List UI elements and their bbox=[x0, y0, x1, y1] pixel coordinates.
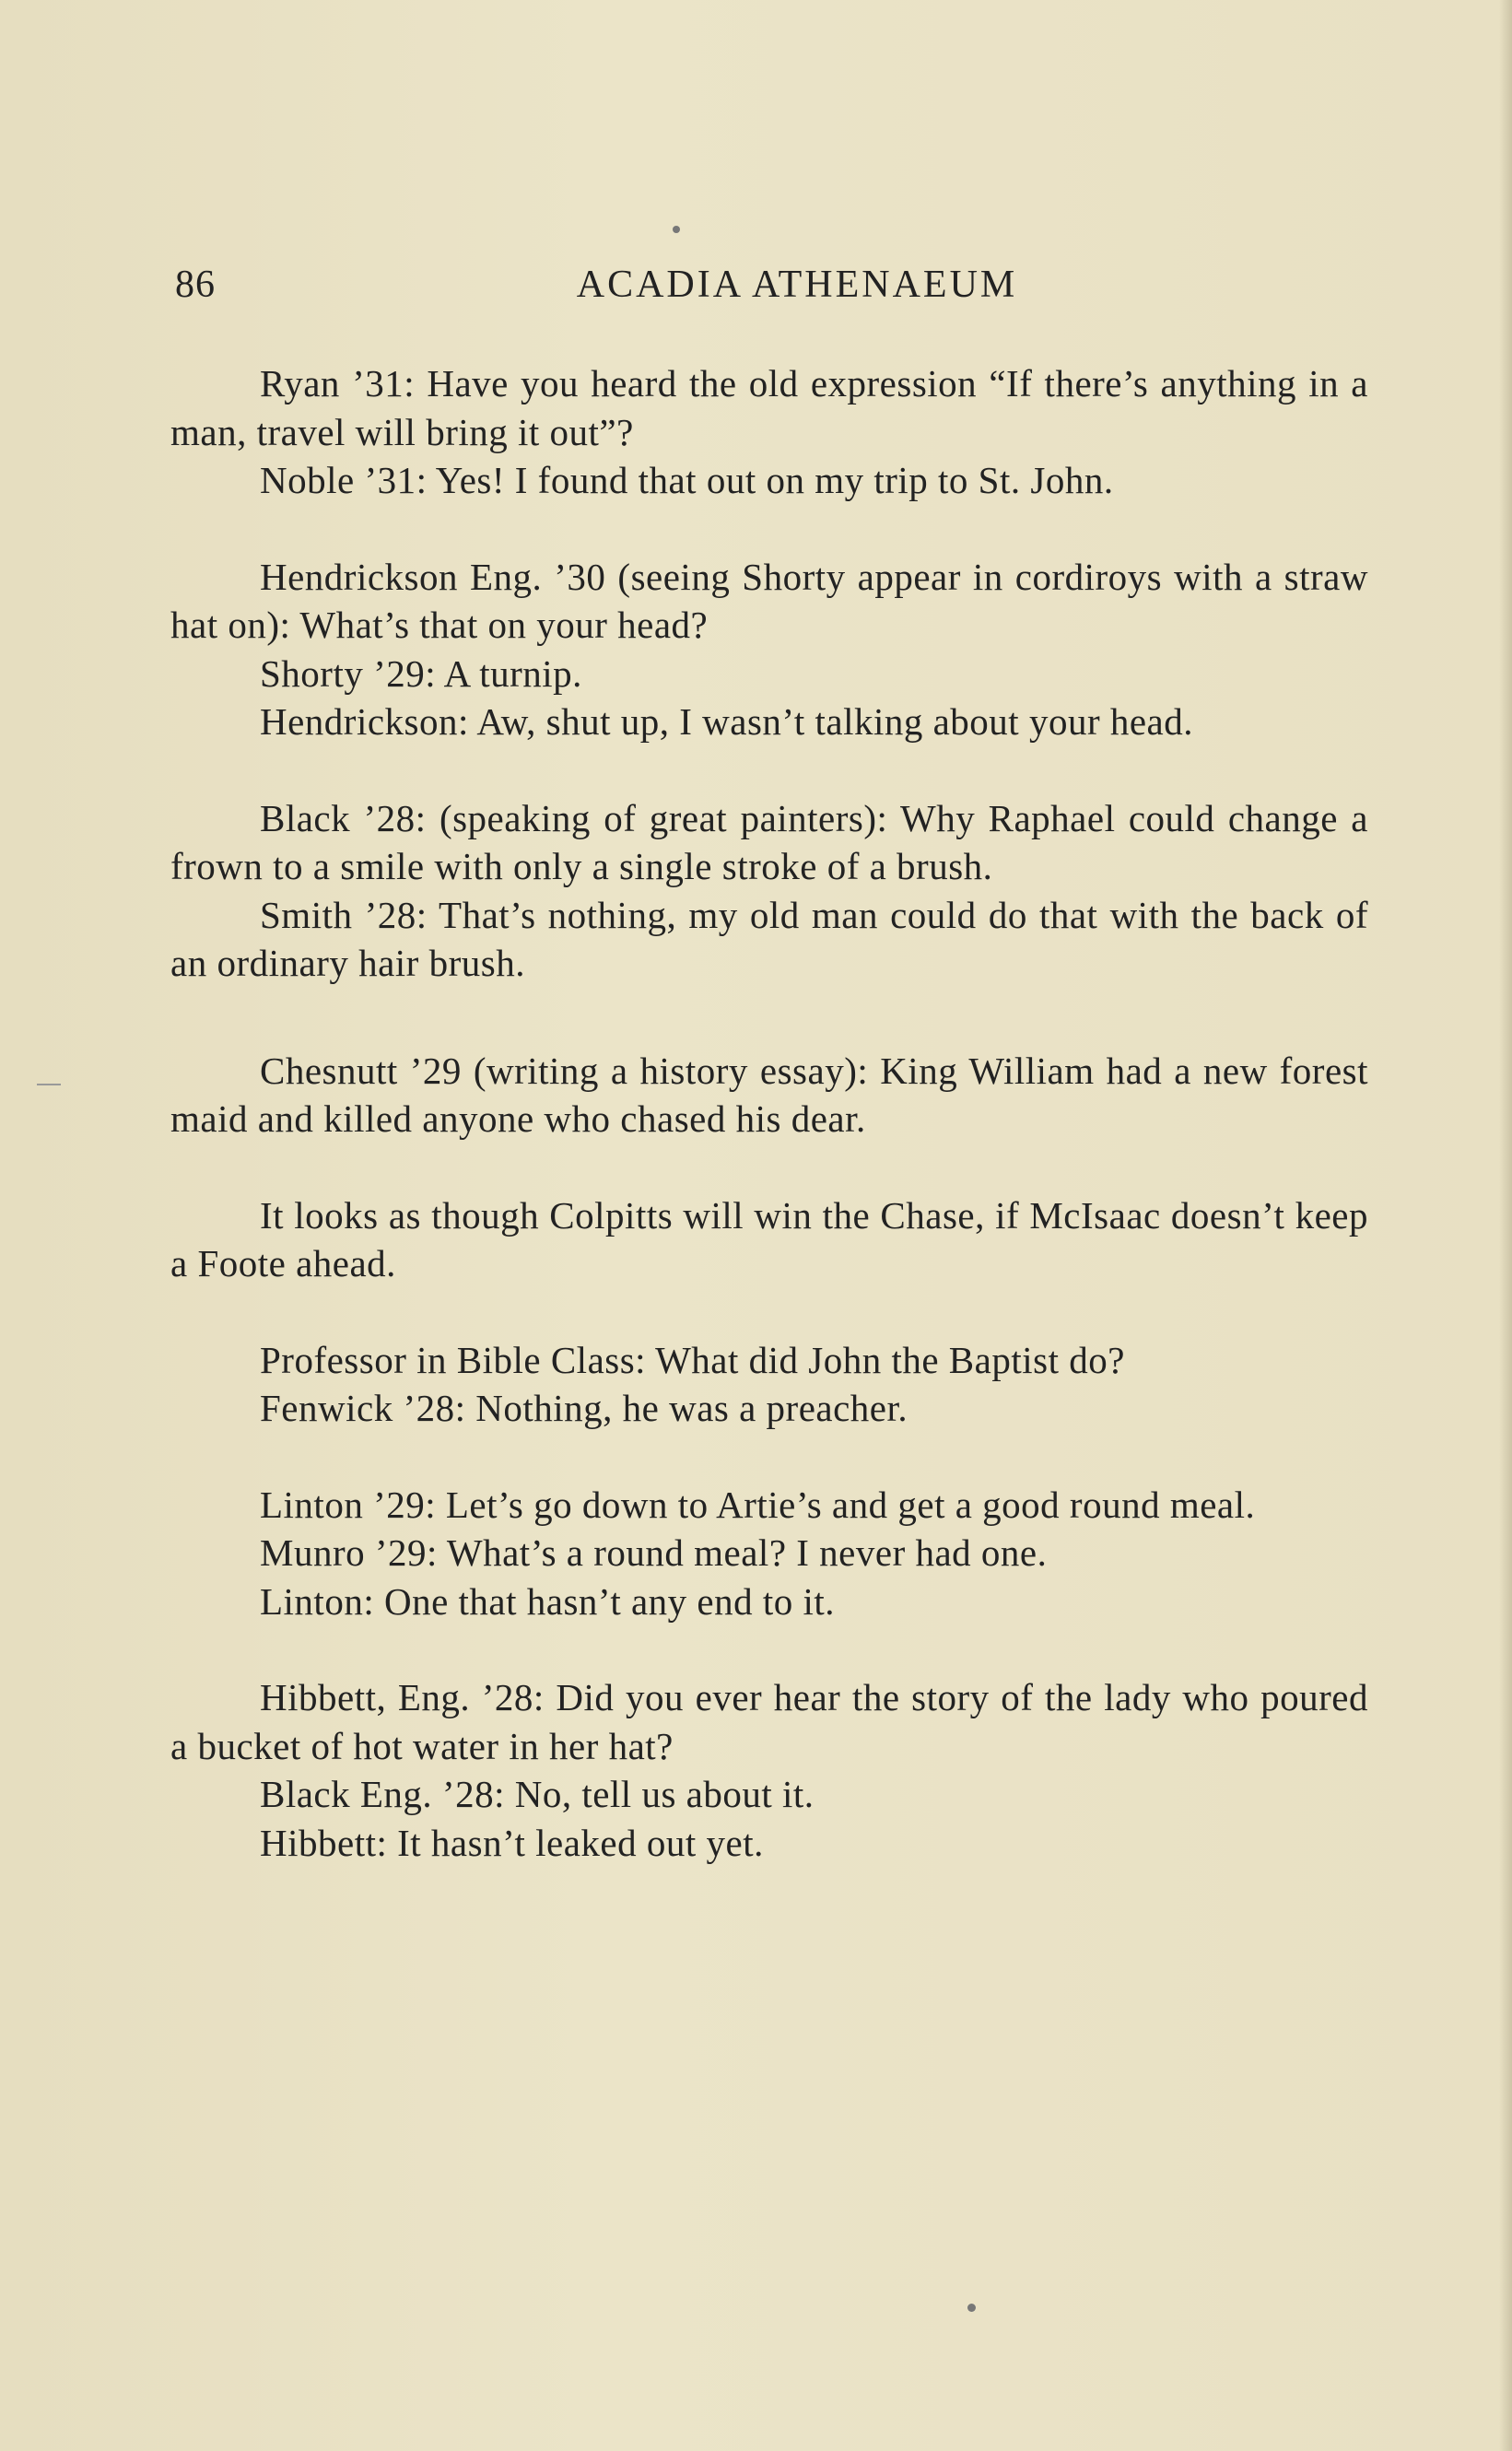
ink-speck bbox=[967, 2304, 976, 2312]
joke-3 bbox=[170, 794, 1368, 988]
joke-line: Smith ’28: That’s nothing, my old man could do that with the back of an ordinary hair brush. bbox=[170, 893, 1368, 984]
joke-line: Linton: One that hasn’t any end to it. bbox=[260, 1579, 836, 1623]
joke-line: Shorty ’29: A turnip. bbox=[260, 651, 582, 695]
joke-line: Black ’28: (speaking of great painters): Why Raphael could change a frown to a smile with only a single stroke of a brush. bbox=[170, 796, 1368, 887]
running-title: ACADIA ATHENAEUM bbox=[576, 264, 1018, 306]
joke-line: Hibbett, Eng. ’28: Did you ever hear the story of the lady who poured a bucket of hot water in her hat? bbox=[170, 1676, 1368, 1767]
joke-line: It looks as though Colpitts will win the Chase, if McIsaac doesn’t keep a Foote ahead. bbox=[170, 1193, 1368, 1284]
joke-7 bbox=[170, 1481, 1368, 1626]
joke-line: Ryan ’31: Have you heard the old expression “If there’s anything in a man, travel will bring it out”? bbox=[170, 362, 1368, 453]
joke-line: Hendrickson: Aw, shut up, I wasn’t talking about your head. bbox=[260, 700, 1193, 743]
joke-8 bbox=[170, 1673, 1368, 1867]
page-body bbox=[170, 359, 1368, 1867]
page-number: 86 bbox=[175, 264, 216, 306]
joke-line: Black Eng. ’28: No, tell us about it. bbox=[260, 1773, 815, 1815]
joke-line: Noble ’31: Yes! I found that out on my trip to St. John. bbox=[260, 459, 1114, 501]
margin-mark bbox=[37, 1084, 61, 1085]
joke-line: Fenwick ’28: Nothing, he was a preacher. bbox=[260, 1387, 908, 1429]
joke-2 bbox=[170, 553, 1368, 746]
page-header bbox=[175, 263, 1364, 318]
joke-6 bbox=[170, 1336, 1368, 1433]
joke-4 bbox=[170, 1047, 1368, 1143]
joke-line: Hibbett: It hasn’t leaked out yet. bbox=[260, 1821, 764, 1864]
joke-1 bbox=[170, 359, 1368, 505]
joke-line: Munro ’29: What’s a round meal? I never had one. bbox=[260, 1531, 1048, 1574]
joke-line: Chesnutt ’29 (writing a history essay): King William had a new forest maid and killed anyone who chased his dear. bbox=[170, 1049, 1368, 1140]
joke-line: Linton ’29: Let’s go down to Artie’s and get a good round meal. bbox=[260, 1483, 1256, 1526]
joke-line: Hendrickson Eng. ’30 (seeing Shorty appear in cordiroys with a straw hat on): What’s that on your head? bbox=[170, 555, 1368, 646]
joke-line: Professor in Bible Class: What did John the Baptist do? bbox=[260, 1338, 1125, 1381]
joke-5 bbox=[170, 1191, 1368, 1288]
ink-speck bbox=[673, 226, 680, 233]
